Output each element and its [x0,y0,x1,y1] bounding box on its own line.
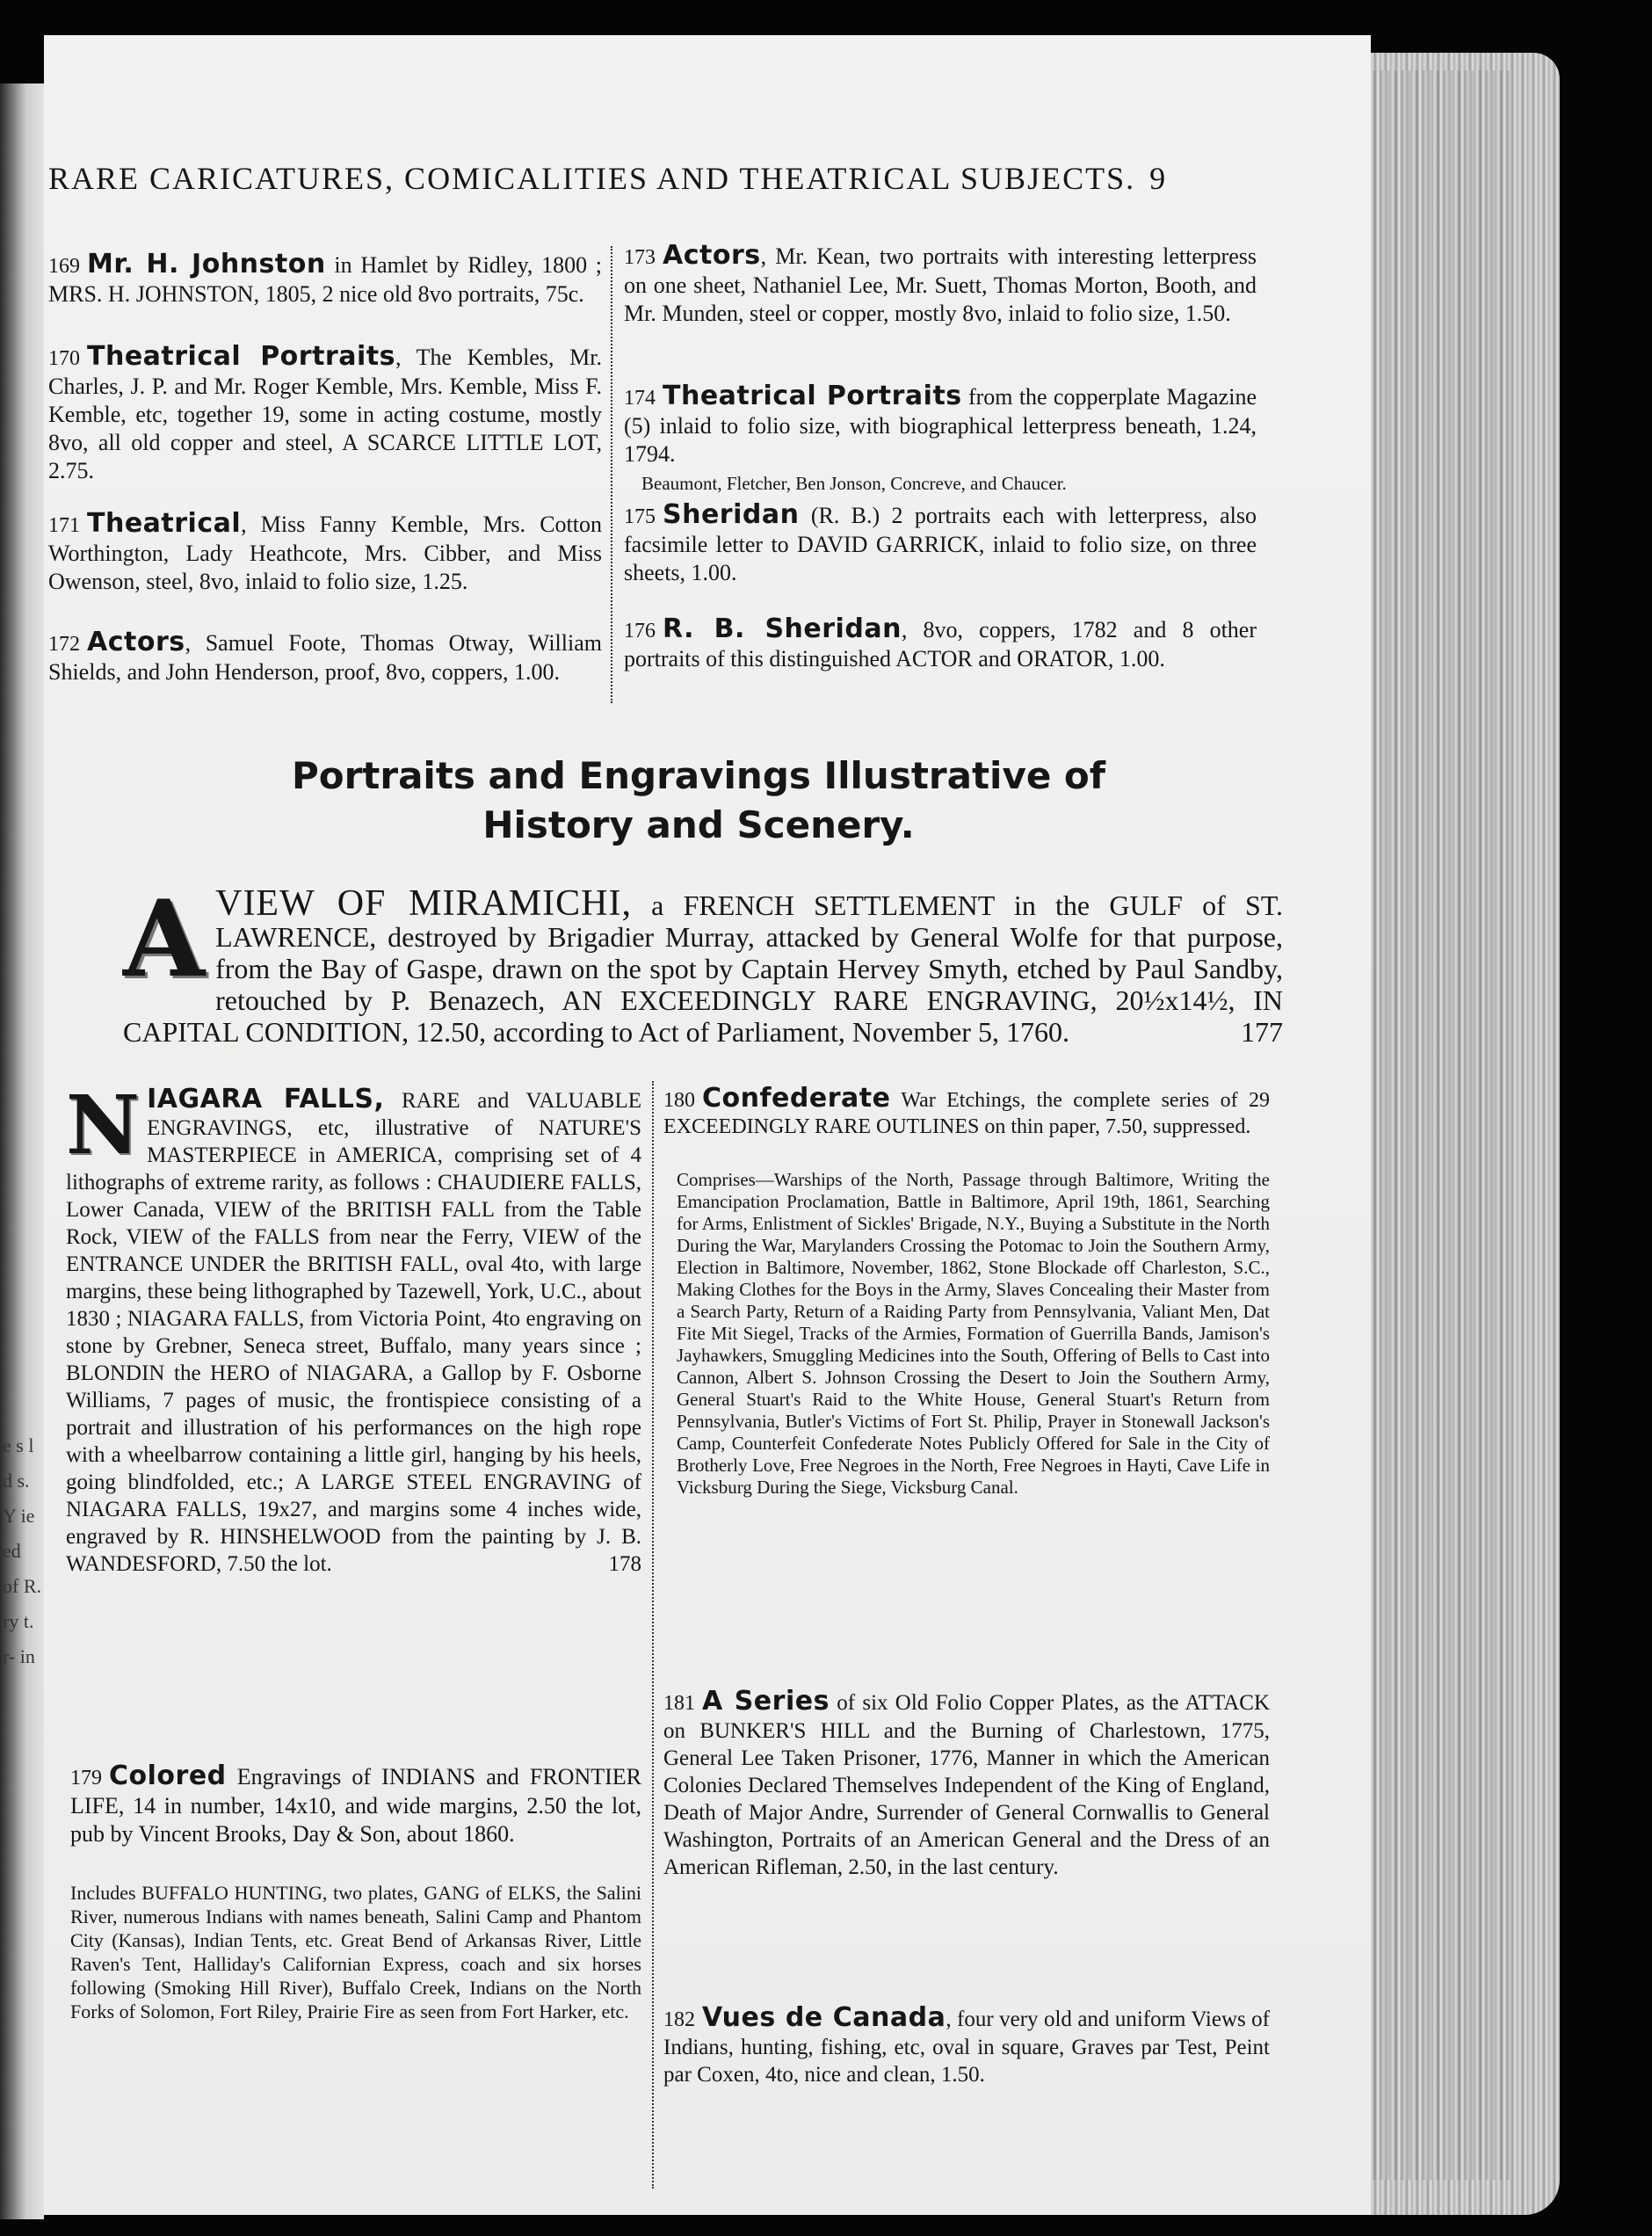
entry-169: 169 Mr. H. Johnston in Hamlet by Ridley, 1800 ; MRS. H. JOHNSTON, 1805, 2 nice old 8vo portraits, 75c. [48,249,602,307]
running-head-text: RARE CARICATURES, COMICALITIES AND THEATRICAL SUBJECTS. [48,161,1136,196]
entry-174-note: Beaumont, Fletcher, Ben Jonson, Concreve, and Chaucer. [641,473,1067,494]
column-divider-top [611,246,612,703]
entry-170: 170 Theatrical Portraits, The Kembles, Mr. Charles, J. P. and Mr. Roger Kemble, Mrs. Kemble, Miss F. Kemble, etc, together 19, some in acting costume, mostly 8vo, all old copper and steel, A SCARCE LITTLE LOT, 2.75. [48,341,602,483]
entry-175: 175 Sheridan (R. B.) 2 portraits each with letterpress, also facsimile letter to DAVID GARRICK, inlaid to folio size, on three sheets, 1.00. [624,499,1257,585]
entry-180: 180 Confederate War Etchings, the complete series of 29 EXCEEDINGLY RARE OUTLINES on thin paper, 7.50, suppressed. [663,1083,1270,1138]
lot-number-178: 178 [608,1552,641,1576]
column-divider-bottom [652,1081,654,2189]
entry-182: 182 Vues de Canada, four very old and uniform Views of Indians, hunting, fishing, etc, oval in square, Graves par Test, Peint par Coxen, 4to, nice and clean, 1.50. [663,2002,1270,2087]
entry-174: 174 Theatrical Portraits from the copperplate Magazine (5) inlaid to folio size, with biographical letterpress beneath, 1.24, 1794. [624,381,1257,467]
facing-page-letters: e s l d s. Y ie ed of R. ry t. r- in [3,1434,41,1667]
dropcap-n: N [66,1078,141,1172]
entry-179: 179 Colored Engravings of INDIANS and FRONTIER LIFE, 14 in number, 14x10, and wide margins, 2.50 the lot, pub by Vincent Brooks, Day & Son, about 1860. [70,1760,641,1847]
running-head [48,160,1314,197]
entry-176: 176 R. B. Sheridan, 8vo, coppers, 1782 and 8 other portraits of this distinguished ACTOR and ORATOR, 1.00. [624,613,1257,672]
entry-181: 181 A Series of six Old Folio Copper Plates, as the ATTACK on BUNKER'S HILL and the Burning of Charlestown, 1775, General Lee Taken Prisoner, 1776, Manner in which the American Colonies Declared Themselves Independent of the King of England, Death of Major Andre, Surrender of General Cornwallis to General Washington, Portraits of an American General and the Dress of an American Rifleman, 2.50, in the last century. [663,1686,1270,1879]
dropcap-a: A [123,877,206,1001]
entry-177: AVIEW OF MIRAMICHI, a FRENCH SETTLEMENT in the GULF of ST. LAWRENCE, destroyed by Brigadier Murray, attacked by General Wolfe for that purpose, from the Bay of Gaspe, drawn on the spot by Captain Hervey Smyth, etched by Paul Sandby, retouched by P. Benazech, AN EXCEEDINGLY RARE ENGRAVING, 20½x14½, IN CAPITAL CONDITION, 12.50, according to Act of Parliament, November 5, 1760. 177 [123,877,1283,1048]
entry-178: NIAGARA FALLS, RARE and VALUABLE ENGRAVINGS, etc, illustrative of NATURE'S MASTERPIECE in AMERICA, comprising set of 4 lithographs of extreme rarity, as follows : CHAUDIERE FALLS, Lower Canada, VIEW of the BRITISH FALL from the Table Rock, VIEW of the FALLS from near the Ferry, VIEW of the ENTRANCE UNDER the BRITISH FALL, oval 4to, with large margins, these being lithographed by Tazewell, York, U.C., about 1830 ; NIAGARA FALLS, from Victoria Point, 4to engraving on stone by Grebner, Seneca street, Buffalo, many years since ; BLONDIN the HERO of NIAGARA, a Gallop by F. Osborne Williams, 7 pages of music, the frontispiece consisting of a portrait and illustration of his performances on the high rope with a wheelbarrow containing a little girl, hanging by his heels, going blindfolded, etc.; A LARGE STEEL ENGRAVING of NIAGARA FALLS, 19x27, and margins some 4 inches wide, engraved by R. HINSHELWOOD from the painting by J. B. WANDESFORD, 7.50 the lot. 178 [66,1078,641,1576]
entry-180-note: Comprises—Warships of the North, Passage through Baltimore, Writing the Emancipation Proclamation, Battle in Baltimore, April 19th, 1861, Searching for Arms, Enlistment of Sickles' Brigade, N.Y., Buying a Substitute in the North During the War, Marylanders Crossing the Potomac to Join the Southern Army, Election in Baltimore, November, 1862, Stone Blockade off Charleston, S.C., Making Clothes for the Boys in the Army, Slaves Concealing their Master from a Search Party, Return of a Raiding Party from Pennsylvania, Valiant Men, Dat Fite Mit Siegel, Tracks of the Armies, Formation of Guerrilla Bands, Jamison's Jayhawkers, Smuggling Medicines into the South, Offering of Bells to Cast into Cannon, Albert S. Johnson Crossing the Desert to Join the Southern Army, General Stuart's Raid to the White House, General Stuart's Return from Pennsylvania, Butler's Victims of Fort St. Philip, Prayer in Stonewall Jackson's Camp, Counterfeit Confederate Notes Publicly Offered for Sale in the City of Brotherly Love, Free Negroes in the North, Free Negroes in Hayti, Cave Life in Vicksburg During the Siege, Vicksburg Canal. [677,1169,1270,1498]
catalog-page [44,35,1371,2215]
entry-179-note: Includes BUFFALO HUNTING, two plates, GANG of ELKS, the Salini River, numerous Indians with names beneath, Salini Camp and Phantom City (Kansas), Indian Tents, etc. Great Bend of Arkansas River, Little Raven's Tent, Halliday's Californian Express, coach and six horses following (Smoking Hill River), Buffalo Creek, Indians on the North Forks of Solomon, Fort Riley, Prairie Fire as seen from Fort Harker, etc. [70,1882,641,2022]
section-title [97,751,1301,850]
book-page-edges-shading [1371,70,1511,2180]
entry-172: 172 Actors, Samuel Foote, Thomas Otway, William Shields, and John Henderson, proof, 8vo, coppers, 1.00. [48,627,602,685]
section-title-line-1: Portraits and Engravings Illustrative of [291,754,1106,797]
entry-171: 171 Theatrical, Miss Fanny Kemble, Mrs. Cotton Worthington, Lady Heathcote, Mrs. Cibber, and Miss Owenson, steel, 8vo, inlaid to folio size, 1.25. [48,508,602,594]
lot-number-177: 177 [1241,1016,1283,1048]
entry-173: 173 Actors, Mr. Kean, two portraits with interesting letterpress on one sheet, Nathaniel Lee, Mr. Suett, Thomas Morton, Booth, and Mr. Munden, steel or copper, mostly 8vo, inlaid to folio size, 1.50. [624,240,1257,326]
page-number: 9 [1149,161,1168,196]
section-title-line-2: History and Scenery. [482,803,915,846]
facing-page-strip [0,83,44,2219]
